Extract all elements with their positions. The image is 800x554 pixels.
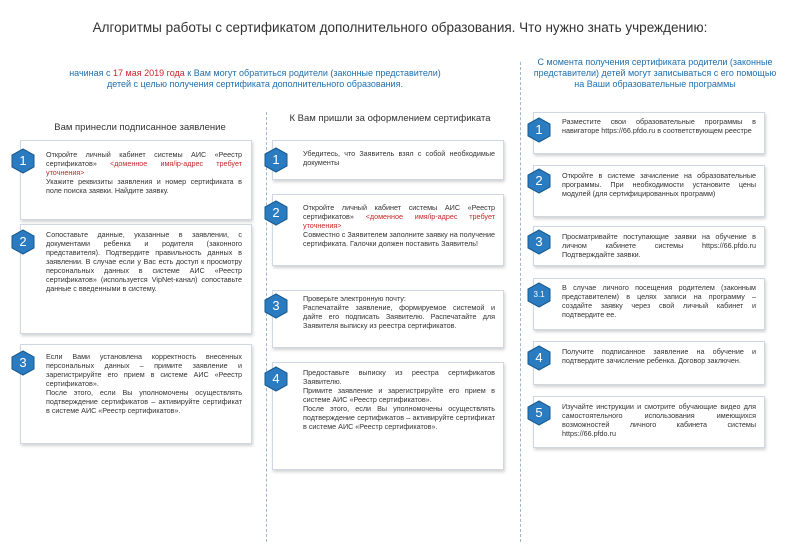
right-badge-2 <box>526 168 552 194</box>
card-text-line: Предоставьте выписку из реестра сертификатов Заявителю. <box>303 368 495 386</box>
left-badge-3 <box>10 350 36 376</box>
middle-badge-4 <box>263 366 289 392</box>
badge-number: 3 <box>272 298 280 313</box>
card-text-line: Откройте личный кабинет системы АИС «Реестр сертификатов» <box>46 150 242 168</box>
right-badge-5 <box>526 400 552 426</box>
badge-number: 3 <box>19 355 27 370</box>
right-badge-3 <box>526 229 552 255</box>
right-card-4-text: Получите подписанное заявление на обучение и подтвердите зачисление ребенка. Договор заключен. <box>562 347 756 365</box>
middle-card-2-text <box>303 203 495 248</box>
right-badge-4 <box>526 345 552 371</box>
card-text-line: Укажите реквизиты заявления и номер сертификата в поле поиска заявки. Найдите заявку. <box>46 177 242 195</box>
badge-number: 1 <box>272 152 280 167</box>
left-badge-2 <box>10 229 36 255</box>
middle-card-4-text <box>303 368 495 431</box>
right-card-1-text: Разместите свои образовательные программы в навигаторе https://66.pfdo.ru в соответствующем реестре <box>562 117 756 135</box>
card-text-line: После этого, если Вы уполномочены осуществлять подтверждение сертификатов – активируйте сертификат в системе АИС «Реестр сертификатов». <box>46 388 242 415</box>
intro-date: 17 мая 2019 года <box>113 68 185 78</box>
card-text-warning: <доменное имя/ip-адрес требует уточнения> <box>303 212 495 230</box>
middle-badge-3 <box>263 293 289 319</box>
divider-left <box>266 112 267 542</box>
badge-number: 3.1 <box>533 290 545 299</box>
left-card-3-text <box>46 352 242 415</box>
card-text-warning: <доменное имя/ip-адрес требует уточнения> <box>46 159 242 177</box>
divider-right <box>520 62 521 542</box>
middle-badge-2 <box>263 200 289 226</box>
intro-part1: начиная с <box>69 68 114 78</box>
page-title: Алгоритмы работы с сертификатом дополнительного образования. Что нужно знать учреждению: <box>92 20 708 35</box>
card-text-line: После этого, если Вы уполномочены осуществлять подтверждение сертификатов – активируйте сертификат в системе АИС «Реестр сертификатов». <box>303 404 495 431</box>
middle-card-3-text <box>303 294 495 330</box>
card-text-line: Проверьте электронную почту: <box>303 294 406 303</box>
right-badge-1 <box>526 117 552 143</box>
intro-part2: к Вам могут обратиться родители (законные представители) <box>184 68 441 78</box>
badge-number: 3 <box>535 234 543 249</box>
middle-column-header: К Вам пришли за оформлением сертификата <box>289 113 491 124</box>
badge-number: 1 <box>19 153 27 168</box>
left-card-1-text <box>46 150 242 195</box>
left-column-header: Вам принесли подписанное заявление <box>54 122 226 133</box>
badge-number: 2 <box>272 205 280 220</box>
badge-number: 4 <box>272 371 280 386</box>
middle-card-1-text: Убедитесь, что Заявитель взял с собой необходимые документы <box>303 149 495 167</box>
middle-badge-1 <box>263 147 289 173</box>
right-column-header: С момента получения сертификата родители (законные представители) детей могут записываться с его помощью на Ваши образовательные программы <box>533 57 777 89</box>
right-card-5-text: Изучайте инструкции и смотрите обучающие видео для самостоятельного использования имеющихся возможностей личного кабинета системы https://66.pfdo.ru <box>562 402 756 438</box>
card-text-line: Распечатайте заявление, формируемое системой и дайте его подписать Заявителю. Распечатайте для Заявителя выписку из реестра сертификатов. <box>303 303 495 330</box>
intro-line2: детей с целью получения сертификата дополнительного образования. <box>107 79 403 89</box>
badge-number: 2 <box>19 234 27 249</box>
badge-number: 2 <box>535 173 543 188</box>
card-text-line: Если Вами установлена корректность внесенных персональных данных – примите заявление и зарегистрируйте его прием в системе АИС «Реестр сертификатов». <box>46 352 242 388</box>
card-text-line: Откройте личный кабинет системы АИС «Реестр сертификатов» <box>303 203 495 221</box>
left-card-2-text: Сопоставьте данные, указанные в заявлении, с документами ребенка и родителя (законного представителя). Подтвердите правильность данных в заявлении. В случае если у Вас есть доступ к просмотру персональных данных в системе АИС «Реестр сертификатов» (используется VipNet-канал) сопоставьте данные с введенными в систему. <box>46 230 242 293</box>
badge-number: 5 <box>535 405 543 420</box>
card-text-line: Совместно с Заявителем заполните заявку на получение сертификата. Галочки должен поставить Заявитель! <box>303 230 495 248</box>
right-badge-3-1 <box>526 282 552 308</box>
intro-text <box>20 68 490 90</box>
badge-number: 4 <box>535 350 543 365</box>
right-card-3-1-text: В случае личного посещения родителем (законным представителем) в целях записи на программу – создайте заявку через свой личный кабинет и подтвердите ее. <box>562 283 756 319</box>
card-text-line: Примите заявление и зарегистрируйте его прием в системе АИС «Реестр сертификатов». <box>303 386 495 404</box>
left-badge-1 <box>10 148 36 174</box>
right-card-3-text: Просматривайте поступающие заявки на обучение в личном кабинете системы https://66.pfdo.ru Подтверждайте заявки. <box>562 232 756 259</box>
badge-number: 1 <box>535 122 543 137</box>
right-card-2-text: Откройте в системе зачисление на образовательные программы. При необходимости установите цены модулей (для сертифицированных программ) <box>562 171 756 198</box>
